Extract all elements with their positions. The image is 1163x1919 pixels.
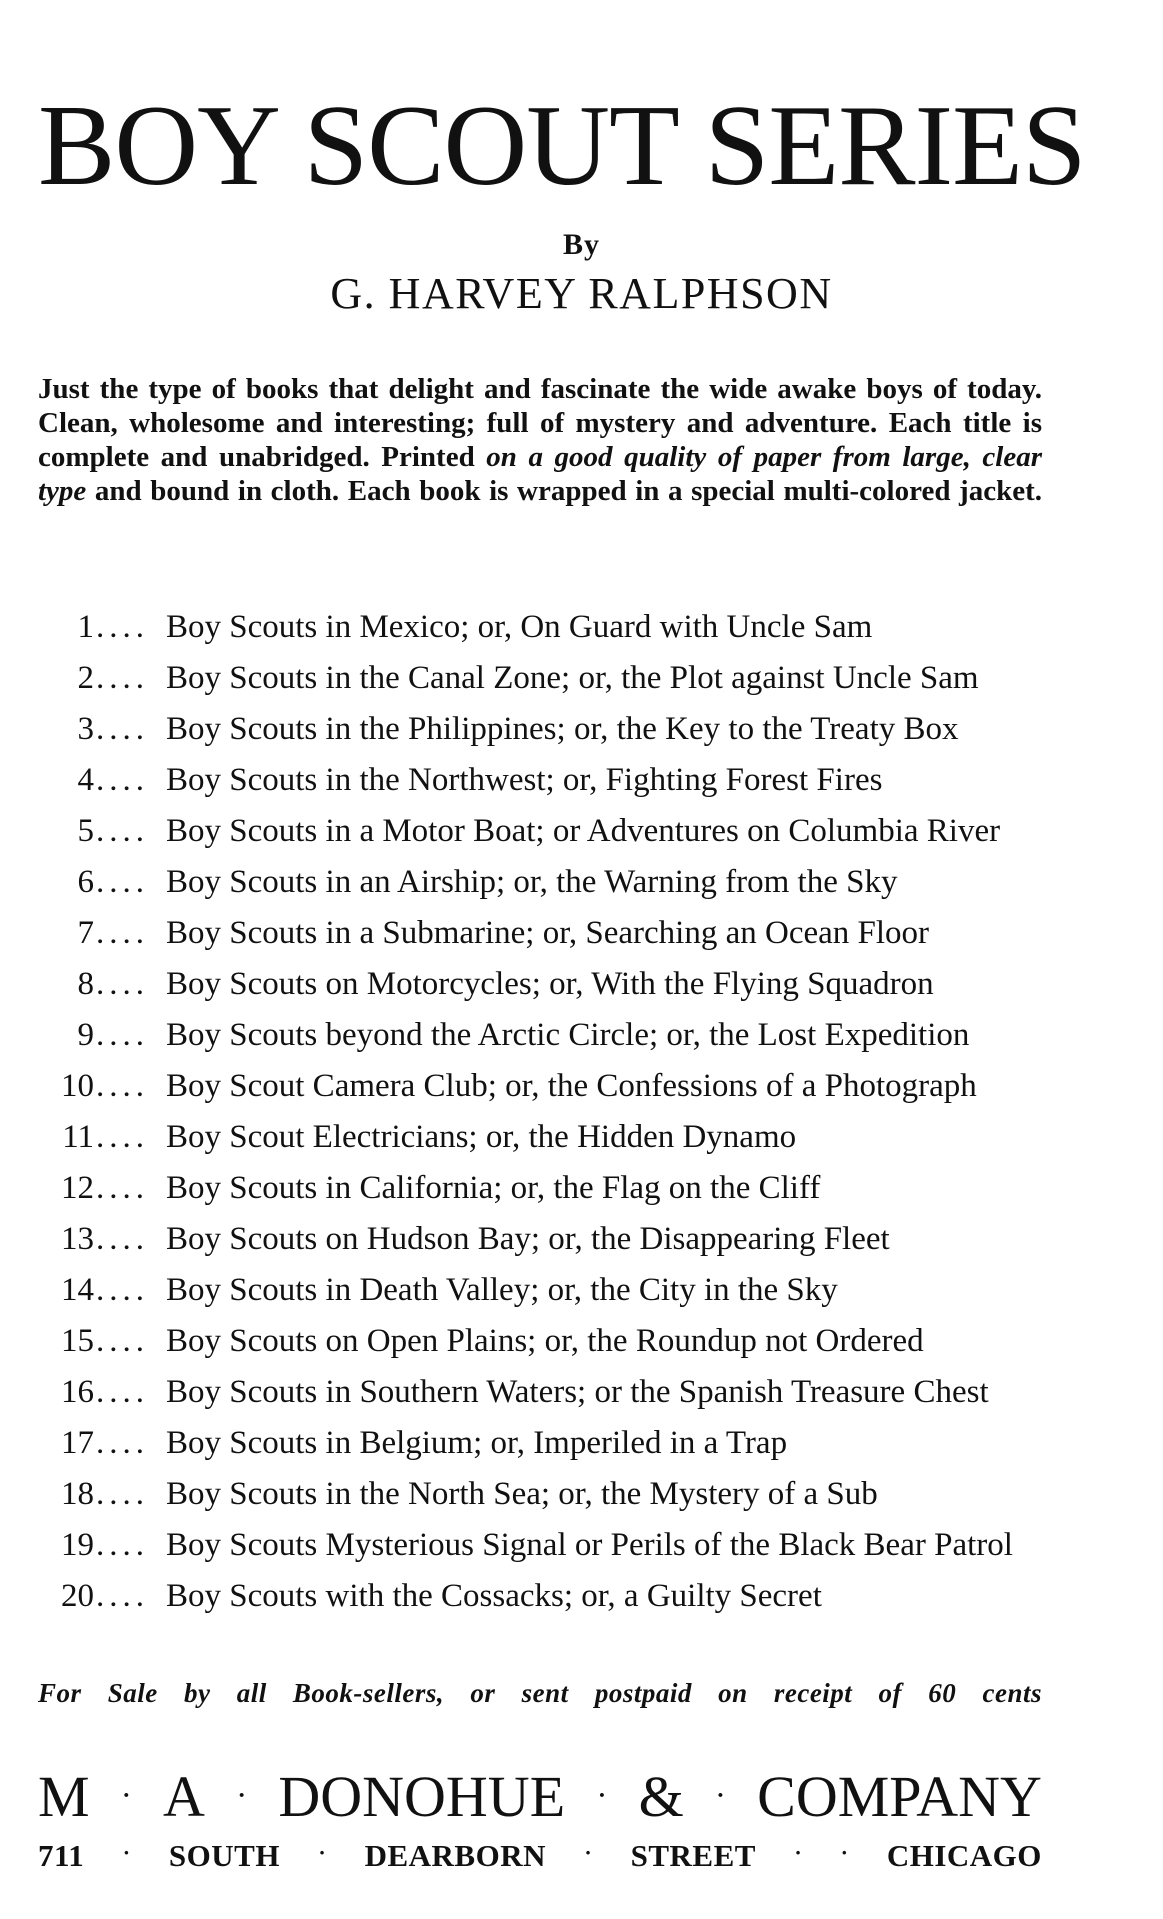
publisher-name-part: A <box>163 1764 205 1829</box>
publisher-name-part: M <box>38 1764 90 1829</box>
leader-dots: .... <box>96 1272 149 1308</box>
book-title: Boy Scouts with the Cossacks; or, a Guilty Secret <box>166 1578 822 1614</box>
book-number: 4 <box>77 762 94 798</box>
book-title: Boy Scouts on Open Plains; or, the Roundup not Ordered <box>166 1323 924 1359</box>
leader-dots: .... <box>96 1221 149 1257</box>
book-list-item <box>38 1469 1042 1520</box>
intro-text-end: and bound in cloth. Each book is wrapped in a special multi-colored jacket. <box>86 475 1042 507</box>
leader-dots: .... <box>96 1017 149 1053</box>
book-number: 12 <box>61 1170 94 1206</box>
book-list-item <box>38 1163 1042 1214</box>
leader-dots: .... <box>96 1323 149 1359</box>
intro-text-italic: on a good quality of paper from large, clear type <box>38 441 1042 507</box>
leader-dots: .... <box>96 1374 149 1410</box>
book-list-item <box>38 704 1042 755</box>
series-title: BOY SCOUT SERIES <box>38 82 1086 210</box>
book-number: 17 <box>61 1425 94 1461</box>
separator-dot: · <box>794 1840 803 1865</box>
leader-dots: .... <box>96 1476 149 1512</box>
book-title: Boy Scouts in the Northwest; or, Fighting Forest Fires <box>166 762 883 798</box>
book-number: 10 <box>61 1068 94 1104</box>
separator-dot: · <box>120 1777 132 1814</box>
leader-dots: .... <box>96 966 149 1002</box>
book-number: 16 <box>61 1374 94 1410</box>
address-part: 711 <box>38 1838 85 1873</box>
book-number: 13 <box>61 1221 94 1257</box>
book-number: 11 <box>62 1119 94 1155</box>
leader-dots: .... <box>96 762 149 798</box>
book-title: Boy Scouts in a Motor Boat; or Adventures on Columbia River <box>166 813 1001 849</box>
book-number: 20 <box>61 1578 94 1614</box>
leader-dots: .... <box>96 660 149 696</box>
separator-dot: · <box>235 1777 248 1814</box>
author-name: G. HARVEY RALPHSON <box>330 269 833 318</box>
publisher-name-part: COMPANY <box>757 1764 1042 1829</box>
book-title: Boy Scouts beyond the Arctic Circle; or, the Lost Expedition <box>166 1017 970 1053</box>
leader-dots: .... <box>96 1578 149 1614</box>
address-part: STREET <box>630 1838 756 1873</box>
book-list <box>38 602 1042 1622</box>
book-list-item <box>38 1214 1042 1265</box>
intro-paragraph <box>38 372 1042 508</box>
by-line: By <box>562 228 600 261</box>
leader-dots: .... <box>96 1170 149 1206</box>
book-list-item <box>38 1112 1042 1163</box>
book-number: 9 <box>77 1017 94 1053</box>
book-number: 5 <box>77 813 94 849</box>
book-list-item <box>38 1520 1042 1571</box>
book-title: Boy Scouts in the Canal Zone; or, the Plot against Uncle Sam <box>166 660 979 696</box>
book-number: 18 <box>61 1476 94 1512</box>
book-list-item <box>38 1367 1042 1418</box>
book-list-item <box>38 1316 1042 1367</box>
book-title: Boy Scout Camera Club; or, the Confessions of a Photograph <box>166 1068 977 1104</box>
separator-dot: · <box>122 1840 131 1865</box>
book-title: Boy Scouts Mysterious Signal or Perils of the Black Bear Patrol <box>166 1527 1013 1563</box>
book-title: Boy Scouts in the North Sea; or, the Mystery of a Sub <box>166 1476 878 1512</box>
book-title: Boy Scouts in a Submarine; or, Searching an Ocean Floor <box>166 915 930 951</box>
book-list-item <box>38 1571 1042 1622</box>
leader-dots: .... <box>96 915 149 951</box>
leader-dots: .... <box>96 864 149 900</box>
book-title: Boy Scouts in the Philippines; or, the Key to the Treaty Box <box>166 711 959 747</box>
address-part: DEARBORN <box>364 1838 546 1873</box>
publisher-address <box>38 1838 1042 1874</box>
book-number: 15 <box>61 1323 94 1359</box>
book-list-item <box>38 1010 1042 1061</box>
book-title: Boy Scout Electricians; or, the Hidden Dynamo <box>166 1119 797 1155</box>
book-number: 8 <box>77 966 94 1002</box>
publisher-name-part: DONOHUE <box>278 1764 566 1829</box>
leader-dots: .... <box>96 813 149 849</box>
book-title: Boy Scouts in California; or, the Flag on the Cliff <box>166 1170 821 1206</box>
separator-dot: · <box>318 1840 327 1865</box>
book-list-item <box>38 908 1042 959</box>
book-list-item <box>38 1418 1042 1469</box>
book-title: Boy Scouts in Southern Waters; or the Spanish Treasure Chest <box>166 1374 989 1410</box>
book-number: 7 <box>77 915 94 951</box>
separator-dot: · <box>840 1840 849 1865</box>
book-list-item <box>38 806 1042 857</box>
book-list-item <box>38 959 1042 1010</box>
publisher-name <box>38 1764 1042 1829</box>
separator-dot: · <box>714 1777 727 1814</box>
address-part: CHICAGO <box>886 1838 1042 1873</box>
book-list-item <box>38 653 1042 704</box>
leader-dots: .... <box>96 1068 149 1104</box>
book-number: 14 <box>61 1272 94 1308</box>
book-title: Boy Scouts in Belgium; or, Imperiled in a Trap <box>166 1425 788 1461</box>
sale-note: For Sale by all Book-sellers, or sent postpaid on receipt of 60 cents <box>38 1678 1042 1708</box>
separator-dot: · <box>596 1777 608 1814</box>
leader-dots: .... <box>96 1425 149 1461</box>
book-number: 6 <box>77 864 94 900</box>
separator-dot: · <box>584 1840 593 1865</box>
book-list-item <box>38 1061 1042 1112</box>
book-title: Boy Scouts on Motorcycles; or, With the Flying Squadron <box>166 966 934 1002</box>
book-list-item <box>38 602 1042 653</box>
leader-dots: .... <box>96 1527 149 1563</box>
leader-dots: .... <box>96 1119 149 1155</box>
address-part: SOUTH <box>168 1838 280 1873</box>
book-list-item <box>38 1265 1042 1316</box>
book-title: Boy Scouts in Mexico; or, On Guard with Uncle Sam <box>166 609 873 645</box>
book-title: Boy Scouts in an Airship; or, the Warning from the Sky <box>166 864 898 900</box>
book-list-item <box>38 857 1042 908</box>
leader-dots: .... <box>96 609 149 645</box>
leader-dots: .... <box>96 711 149 747</box>
book-list-item <box>38 755 1042 806</box>
book-number: 3 <box>77 711 94 747</box>
book-title: Boy Scouts on Hudson Bay; or, the Disappearing Fleet <box>166 1221 890 1257</box>
book-number: 2 <box>77 660 94 696</box>
book-number: 19 <box>61 1527 94 1563</box>
book-number: 1 <box>77 609 94 645</box>
book-title: Boy Scouts in Death Valley; or, the City in the Sky <box>166 1272 838 1308</box>
publisher-name-part: & <box>638 1764 684 1829</box>
intro-text-start: Just the type of books that delight and fascinate the wide awake boys of today. Clean, wholesome and interesting; full of mystery and adventure. Each title is complete and unabridged. Printed <box>38 373 1042 473</box>
